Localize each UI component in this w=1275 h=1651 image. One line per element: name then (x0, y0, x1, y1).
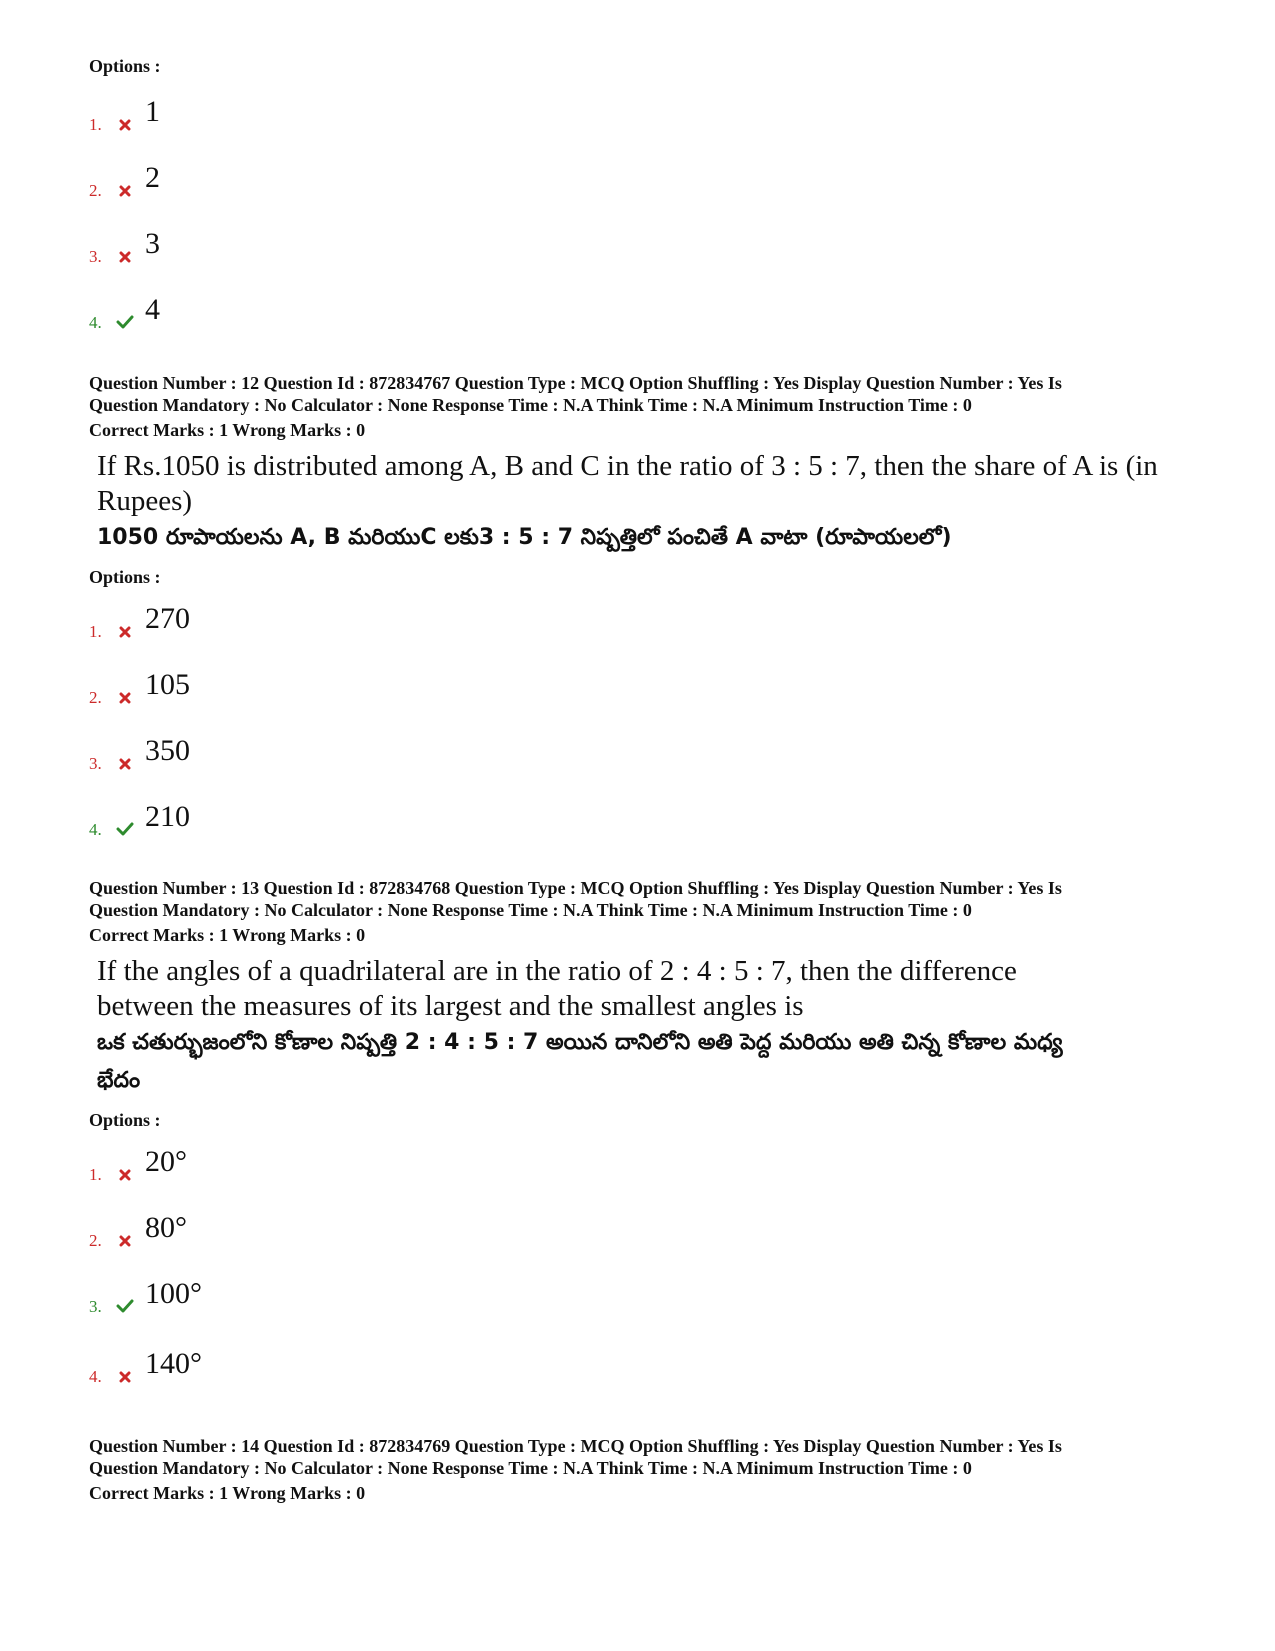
wrong-cross-icon (111, 251, 139, 269)
options-list (89, 1131, 1199, 1389)
options-label: Options : (89, 567, 161, 587)
question-meta-line1: Question Number : 12 Question Id : 872834767 Question Type : MCQ Option Shuffling : Yes Display Question Number : Yes Is (89, 373, 1062, 393)
question-meta-line2: Question Mandatory : No Calculator : None Response Time : N.A Think Time : N.A Minimum Instruction Time : 0 (89, 1458, 972, 1478)
wrong-cross-icon (111, 758, 139, 776)
option-number: 4. (89, 820, 102, 839)
wrong-cross-icon (111, 1371, 139, 1389)
option-value: 2 (145, 161, 160, 194)
options-label: Options : (89, 1110, 161, 1130)
options-list (89, 77, 1199, 335)
question-meta-line2: Question Mandatory : No Calculator : None Response Time : N.A Think Time : N.A Minimum Instruction Time : 0 (89, 395, 972, 415)
option-value: 140° (145, 1347, 202, 1380)
option-number: 2. (89, 688, 102, 707)
question-13 (89, 877, 1199, 1389)
wrong-cross-icon (111, 119, 139, 137)
option-item (89, 1187, 1199, 1253)
question-text-english: If the angles of a quadrilateral are in the ratio of 2 : 4 : 5 : 7, then the difference between the measures of its largest and the smallest angles is (97, 955, 1017, 1022)
option-number: 1. (89, 115, 102, 134)
option-number: 3. (89, 247, 102, 266)
option-value: 350 (145, 734, 190, 767)
option-value: 3 (145, 227, 160, 260)
option-number: 4. (89, 313, 102, 332)
question-12 (89, 372, 1199, 842)
option-item (89, 776, 1199, 842)
options-label: Options : (89, 56, 161, 76)
option-number: 1. (89, 1165, 102, 1184)
wrong-cross-icon (111, 1169, 139, 1187)
question-meta-line1: Question Number : 13 Question Id : 872834768 Question Type : MCQ Option Shuffling : Yes Display Question Number : Yes Is (89, 878, 1062, 898)
option-item (89, 1253, 1199, 1319)
question-marks: Correct Marks : 1 Wrong Marks : 0 (89, 925, 366, 945)
q11-options-section (89, 56, 1199, 335)
options-list (89, 588, 1199, 842)
correct-check-icon (111, 1299, 139, 1319)
option-value: 80° (145, 1211, 187, 1244)
option-value: 4 (145, 293, 160, 326)
option-number: 4. (89, 1367, 102, 1386)
question-14 (89, 1435, 1199, 1504)
correct-check-icon (111, 822, 139, 842)
wrong-cross-icon (111, 626, 139, 644)
question-text-telugu: ఒక చతుర్భుజంలోని కోణాల నిష్పత్తి 2 : 4 : 5 : 7 అయిన దానిలోని అతి పెద్ద మరియు అతి చిన్న కోణాల మధ్య భేదం (97, 1030, 1063, 1093)
question-text-english: If Rs.1050 is distributed among A, B and C in the ratio of 3 : 5 : 7, then the share of A is (in Rupees) (97, 450, 1158, 517)
option-number: 2. (89, 1231, 102, 1250)
option-value: 100° (145, 1277, 202, 1310)
option-item (89, 588, 1199, 644)
option-number: 3. (89, 1297, 102, 1316)
option-item (89, 710, 1199, 776)
question-text-telugu: 1050 రూపాయలను A, B మరియుC లకు3 : 5 : 7 నిష్పత్తిలో పంచితే A వాటా (రూపాయలలో) (97, 525, 952, 550)
question-text (97, 954, 1087, 1100)
option-value: 20° (145, 1145, 187, 1178)
option-item (89, 77, 1199, 137)
wrong-cross-icon (111, 1235, 139, 1253)
option-item (89, 137, 1199, 203)
question-text (97, 449, 1199, 557)
wrong-cross-icon (111, 185, 139, 203)
question-marks: Correct Marks : 1 Wrong Marks : 0 (89, 420, 366, 440)
question-marks: Correct Marks : 1 Wrong Marks : 0 (89, 1483, 366, 1503)
wrong-cross-icon (111, 692, 139, 710)
option-value: 210 (145, 800, 190, 833)
option-value: 270 (145, 602, 190, 635)
question-meta-line1: Question Number : 14 Question Id : 872834769 Question Type : MCQ Option Shuffling : Yes Display Question Number : Yes Is (89, 1436, 1062, 1456)
option-item (89, 1131, 1199, 1187)
option-item (89, 644, 1199, 710)
option-number: 3. (89, 754, 102, 773)
option-item (89, 269, 1199, 335)
option-number: 1. (89, 622, 102, 641)
question-meta-line2: Question Mandatory : No Calculator : None Response Time : N.A Think Time : N.A Minimum Instruction Time : 0 (89, 900, 972, 920)
option-value: 105 (145, 668, 190, 701)
option-item (89, 1319, 1199, 1389)
correct-check-icon (111, 315, 139, 335)
option-value: 1 (145, 95, 160, 128)
option-item (89, 203, 1199, 269)
option-number: 2. (89, 181, 102, 200)
